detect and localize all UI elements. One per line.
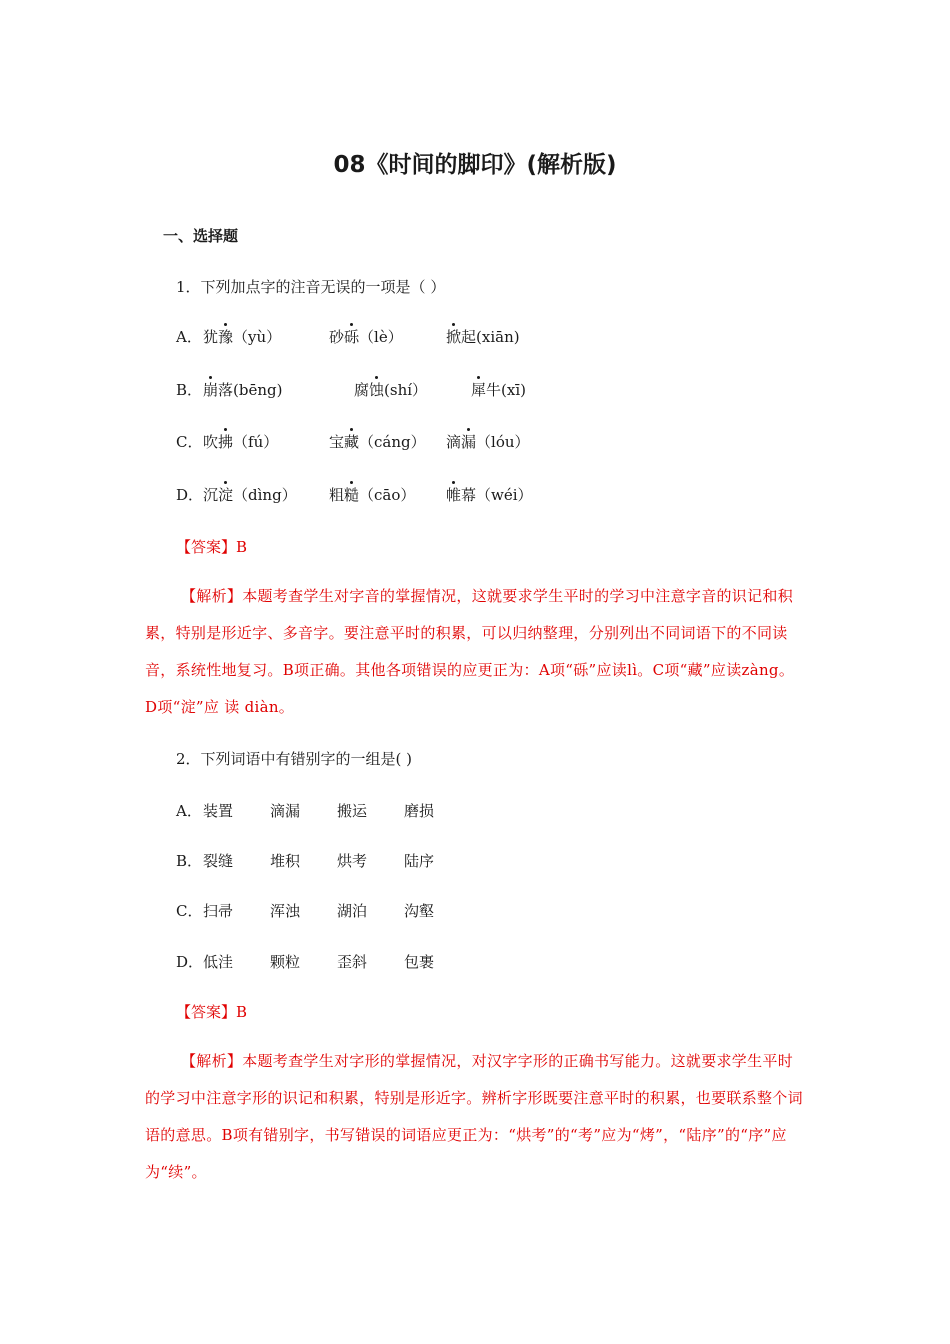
q2-option-word: 低洼 [203, 953, 234, 971]
q1-option-a-letter: A． [176, 328, 202, 346]
q1-option-c-letter: C． [176, 433, 203, 451]
q2-option-word: 烘考 [337, 852, 368, 870]
q2-option-word: 颗粒 [270, 953, 301, 971]
q1-option-c-item: 吹拂（fú） [203, 433, 279, 451]
q2-option-word: 沟壑 [404, 902, 435, 920]
q2-option-word: 裂缝 [203, 852, 234, 870]
q1-analysis: 【解析】本题考查学生对字音的掌握情况，这就要求学生平时的学习中注意字音的识记和积累，特别是形近字、多音字。要注意平时的积累，可以归纳整理，分别列出不同词语下的不同读音，系统性地复习。B项正确。其他各项错误的应更正为：A项“砾”应读lì。C项“藏”应读zàng。D项“淀”应 读 diàn。 [145, 587, 795, 716]
q1-option-d-item: 粗糙（cāo） [329, 486, 416, 504]
q2-option-word: 搬运 [337, 802, 368, 820]
q1-option-a-item: 犹豫（yù） [203, 328, 282, 346]
q1-option-a-item: 砂砾（lè） [329, 328, 403, 346]
q2-option-word: 陆序 [404, 852, 435, 870]
q2-answer: 【答案】B [176, 1003, 248, 1021]
q1-option-d-letter: D． [176, 486, 204, 504]
page-title: 08《时间的脚印》(解析版) [333, 152, 617, 178]
q2-option-word: 扫帚 [203, 902, 234, 920]
q2-option-word: 磨损 [404, 802, 435, 820]
q1-answer: 【答案】B [176, 538, 248, 556]
q2-stem: 2．下列词语中有错别字的一组是( ) [176, 750, 413, 768]
q2-analysis: 【解析】本题考查学生对字形的掌握情况，对汉字字形的正确书写能力。这就要求学生平时的学习中注意字形的识记和积累，特别是形近字。辨析字形既要注意平时的积累，也要联系整个词语的意思。B项有错别字，书写错误的词语应更正为：“烘考”的“考”应为“烤”，“陆序”的“序”应为“续”。 [145, 1052, 803, 1181]
q2-option-d-letter: D． [176, 953, 204, 971]
q1-option-c-item: 滴漏（lóu） [446, 433, 530, 451]
q2-option-word: 装置 [203, 802, 234, 820]
q1-option-b-item: 犀牛(xī) [471, 381, 526, 399]
q1-option-d-item: 沉淀（dìng） [203, 486, 297, 504]
q2-option-word: 堆积 [270, 852, 301, 870]
q1-stem: 1．下列加点字的注音无误的一项是（ ） [176, 278, 446, 296]
q2-option-a-letter: A． [176, 802, 202, 820]
q1-option-d-item: 帷幕（wéi） [446, 486, 533, 504]
q1-option-b-letter: B． [176, 381, 203, 399]
q1-option-b-item: 腐蚀(shí） [354, 381, 428, 399]
section-heading: 一、选择题 [163, 227, 239, 245]
q1-option-a-item: 掀起(xiān) [446, 328, 520, 346]
q2-option-b-letter: B． [176, 852, 203, 870]
q2-option-c-letter: C． [176, 902, 203, 920]
q2-option-word: 歪斜 [337, 953, 368, 971]
q1-option-b-item: 崩落(bēng) [203, 381, 283, 399]
q2-option-word: 滴漏 [270, 802, 301, 820]
q2-option-word: 湖泊 [337, 902, 368, 920]
q2-option-word: 包裹 [404, 953, 435, 971]
q2-option-word: 浑浊 [270, 902, 301, 920]
q1-option-c-item: 宝藏（cáng） [329, 433, 426, 451]
